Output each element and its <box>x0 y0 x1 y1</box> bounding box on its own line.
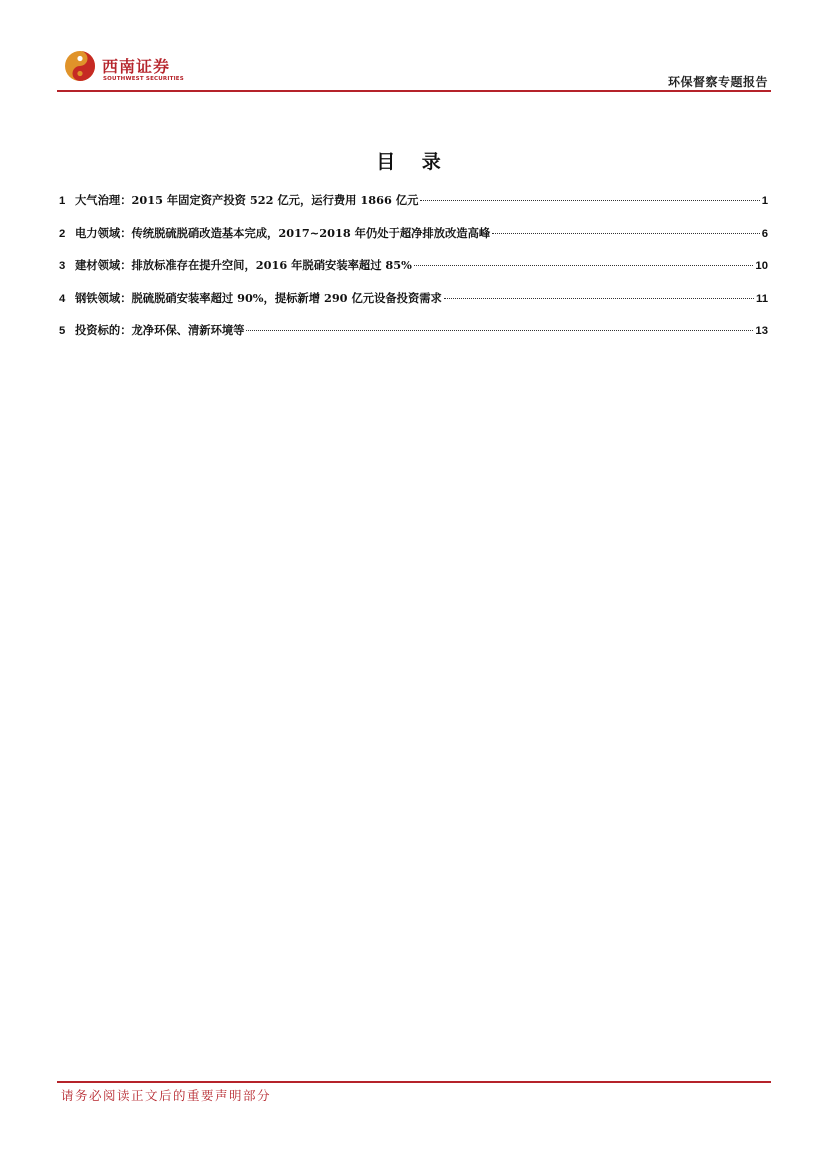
toc-entry-5[interactable] <box>59 322 768 342</box>
toc-leader-dots <box>420 199 759 201</box>
toc-entry-number: 5 <box>59 325 66 337</box>
southwest-securities-logo-icon <box>64 50 96 82</box>
toc-leader-dots <box>246 329 753 331</box>
toc-entry-number: 3 <box>59 260 66 272</box>
toc-leader-dots <box>492 232 760 234</box>
toc-entry-1[interactable] <box>59 192 768 212</box>
toc-entry-text[interactable]: 电力领域：传统脱硫脱硝改造基本完成，2017~2018 年仍处于超净排放改造高峰 <box>75 226 491 240</box>
toc-leader-dots <box>414 264 754 266</box>
footer-disclaimer: 请务必阅读正文后的重要声明部分 <box>61 1088 272 1103</box>
toc-entry-4[interactable] <box>59 290 768 310</box>
toc-entry-text[interactable]: 钢铁领域：脱硫脱硝安装率超过 90%，提标新增 290 亿元设备投资需求 <box>75 291 442 305</box>
toc-entry-number: 1 <box>59 195 66 207</box>
toc-entry-page[interactable]: 13 <box>755 325 768 337</box>
logo-english-name: SOUTHWEST SECURITIES <box>103 76 184 82</box>
toc-entry-page[interactable]: 6 <box>761 228 768 240</box>
toc-entry-page[interactable]: 1 <box>761 195 768 207</box>
logo-chinese-name: 西南证券 <box>102 57 171 76</box>
toc-entry-text[interactable]: 建材领域：排放标准存在提升空间，2016 年脱硝安装率超过 85% <box>75 258 412 272</box>
toc-entry-text[interactable]: 投资标的：龙净环保、清新环境等 <box>75 323 245 337</box>
report-type-label: 环保督察专题报告 <box>667 75 768 89</box>
toc-entry-3[interactable] <box>59 257 768 277</box>
footer-divider <box>57 1081 771 1083</box>
toc-leader-dots <box>444 297 754 299</box>
toc-entry-page[interactable]: 10 <box>755 260 768 272</box>
page-header <box>57 46 771 92</box>
toc-title: 目 录 <box>376 151 451 173</box>
header-divider <box>57 90 771 92</box>
toc-entry-number: 4 <box>59 293 66 305</box>
toc-entry-page[interactable]: 11 <box>756 293 768 305</box>
toc-entry-2[interactable] <box>59 225 768 245</box>
toc-entry-number: 2 <box>59 228 66 240</box>
toc-entry-text[interactable]: 大气治理：2015 年固定资产投资 522 亿元，运行费用 1866 亿元 <box>75 193 419 207</box>
